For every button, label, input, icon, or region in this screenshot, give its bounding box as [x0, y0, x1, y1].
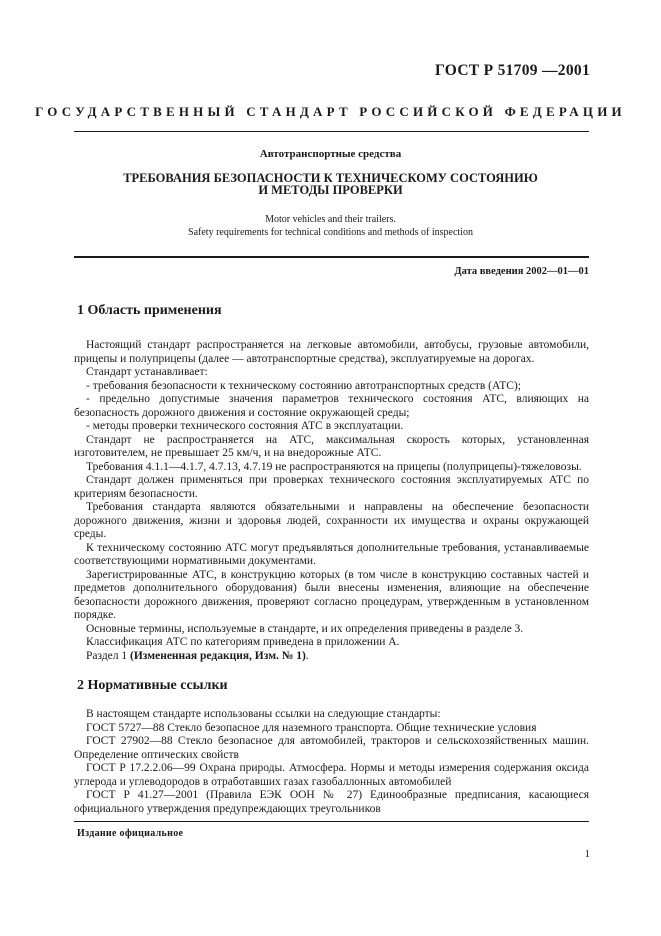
paragraph: Стандарт устанавливает: [86, 366, 208, 378]
paragraph: Основные термины, используемые в стандарте, и их определения приведены в разделе 3. [86, 622, 524, 635]
paragraph: Требования стандарта являются обязательными и направлены на обеспечение безопасности дорожного движения, жизни и здоровья людей, сохранности их имущества и охраны окружающей среды. [74, 501, 589, 540]
english-title-line-1: Motor vehicles and their trailers. [265, 214, 396, 225]
paragraph: Зарегистрированные АТС, в конструкцию которых (в том числе в конструкцию составных частей и предметов дополнительного оборудования) были внесены изменения, влияющие на обеспечение безопасности дорожного движения, проверяют согласно процедурам, утвержденным в установленном порядке. [74, 568, 589, 621]
paragraph: - методы проверки технического состояния АТС в эксплуатации. [86, 420, 404, 432]
section-1-heading: 1 Область применения [77, 303, 222, 318]
paragraph: Классификация АТС по категориям приведена в приложении А. [86, 636, 400, 648]
english-title [0, 213, 661, 239]
header-rule [74, 131, 589, 132]
paragraph: К техническому состоянию АТС могут предъявляться дополнительные требования, устанавливаемые соответствующими нормативными документами. [74, 541, 589, 567]
paragraph: - требования безопасности к техническому состоянию автотранспортных средств (АТС); [86, 379, 521, 392]
edition-label: Издание официальное [77, 828, 184, 839]
paragraph: Стандарт не распространяется на АТС, максимальная скорость которых, установленная изготовителем, не превышает 25 км/ч, и на внедорожные АТС. [74, 433, 589, 459]
paragraph: Настоящий стандарт распространяется на легковые автомобили, автобусы, грузовые автомобили, прицепы и полуприцепы (далее — автотранспортные средства), эксплуатируемые на дорогах. [74, 339, 589, 365]
paragraph: Стандарт должен применяться при проверках технического состояния эксплуатируемых АТС по критериям безопасности. [74, 474, 589, 500]
document-title [60, 172, 601, 196]
paragraph: - предельно допустимые значения параметров технического состояния АТС, влияющих на безопасность дорожного движения и состояние окружающей среды; [74, 393, 589, 419]
section-2-body [74, 708, 589, 816]
paragraph: Требования 4.1.1—4.1.7, 4.7.13, 4.7.19 не распространяются на прицепы (полуприцепы)-тяжеловозы. [86, 460, 582, 473]
section-1-body [74, 339, 589, 663]
title-line-1: ТРЕБОВАНИЯ БЕЗОПАСНОСТИ К ТЕХНИЧЕСКОМУ СОСТОЯНИЮ [123, 171, 538, 185]
gost-number: ГОСТ Р 51709 —2001 [435, 62, 590, 79]
footer-rule [74, 821, 589, 822]
reference-item: ГОСТ Р 17.2.2.06—99 Охрана природы. Атмосфера. Нормы и методы измерения содержания оксида углерода и углеводородов в отработавших газах газобаллонных автомобилей [74, 762, 589, 788]
amendment-note [74, 650, 589, 664]
amendment-suffix: . [305, 649, 309, 662]
reference-item: ГОСТ Р 41.27—2001 (Правила ЕЭК ООН № 27) Единообразные предписания, касающиеся официального утверждения предупреждающих треугольников [74, 789, 589, 815]
introduction-date: Дата введения 2002—01—01 [454, 266, 589, 277]
paragraph: В настоящем стандарте использованы ссылки на следующие стандарты: [86, 708, 441, 720]
title-rule [74, 256, 589, 258]
amendment-prefix: Раздел 1 [86, 649, 128, 662]
page-number: 1 [584, 848, 590, 860]
national-standard-title: ГОСУДАРСТВЕННЫЙ СТАНДАРТ РОССИЙСКОЙ ФЕДЕРАЦИИ [35, 104, 626, 119]
title-line-2: И МЕТОДЫ ПРОВЕРКИ [258, 183, 403, 197]
amendment-bold: (Измененная редакция, Изм. № 1) [130, 649, 306, 662]
section-2-heading: 2 Нормативные ссылки [77, 678, 228, 693]
reference-item: ГОСТ 27902—88 Стекло безопасное для автомобилей, тракторов и сельскохозяйственных машин. Определение оптических свойств [74, 735, 589, 761]
document-subtitle: Автотранспортные средства [259, 148, 402, 160]
english-title-line-2: Safety requirements for technical conditions and methods of inspection [188, 227, 473, 238]
reference-item: ГОСТ 5727—88 Стекло безопасное для наземного транспорта. Общие технические условия [86, 721, 537, 734]
